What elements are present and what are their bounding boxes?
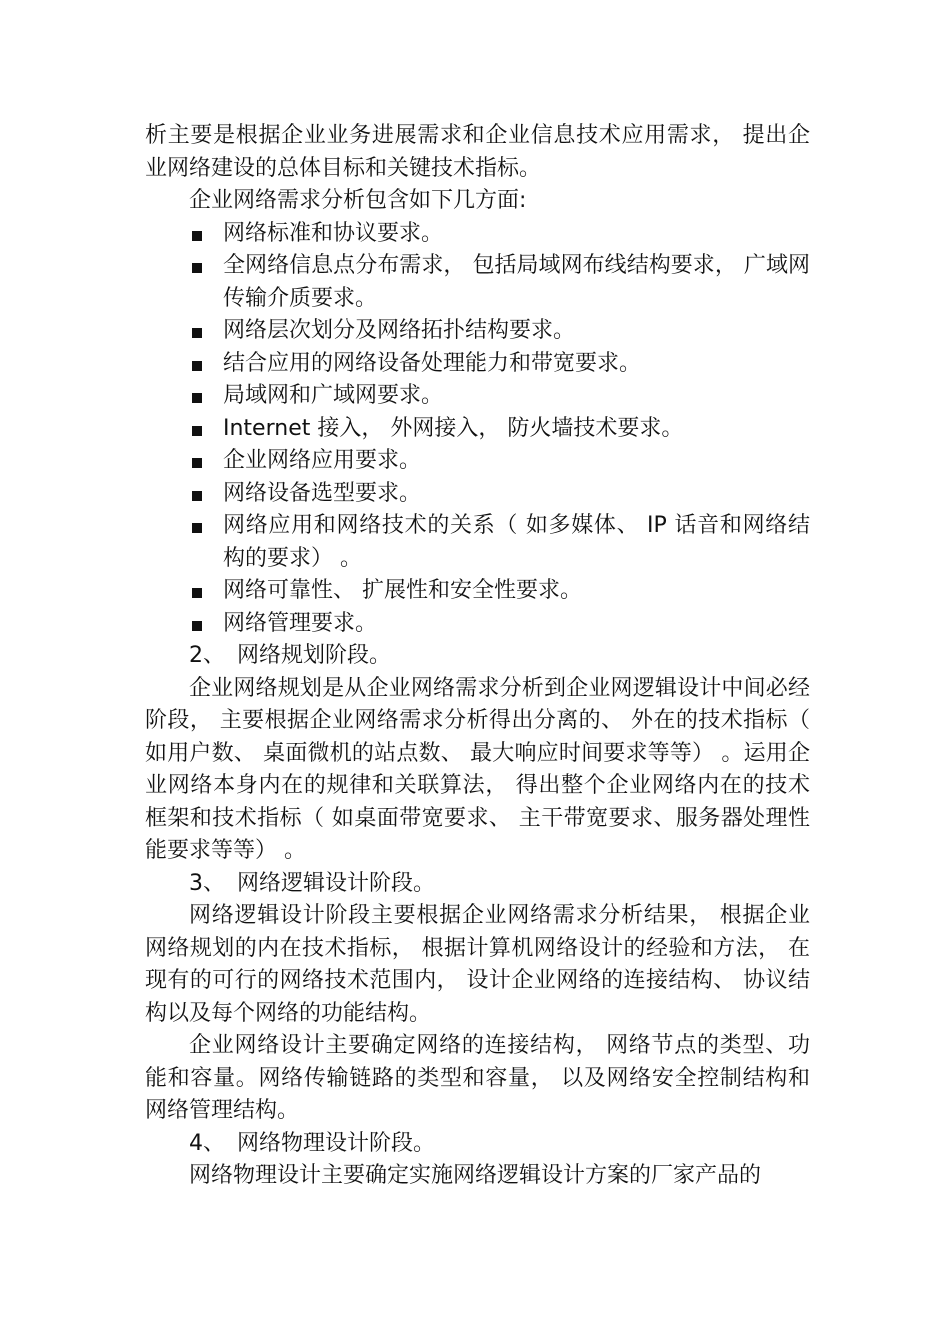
list-item xyxy=(145,413,810,446)
list-item-text: 网络管理要求。 xyxy=(223,610,378,636)
square-bullet-icon xyxy=(192,393,202,403)
list-item xyxy=(145,218,810,251)
square-bullet-icon xyxy=(192,231,202,241)
square-bullet-icon xyxy=(192,361,202,371)
list-item-text: 全网络信息点分布需求， 包括局域网布线结构要求， 广域网传输介质要求。 xyxy=(223,253,810,311)
section-heading-2 xyxy=(145,640,810,673)
list-item xyxy=(145,348,810,381)
list-item xyxy=(145,380,810,413)
section-title: 网络逻辑设计阶段。 xyxy=(237,870,436,896)
square-bullet-icon xyxy=(192,491,202,501)
list-item-text: Internet 接入， 外网接入， 防火墙技术要求。 xyxy=(223,415,684,441)
paragraph-list-intro: 企业网络需求分析包含如下几方面: xyxy=(189,188,527,213)
square-bullet-icon xyxy=(192,263,202,273)
section-number: 2、 xyxy=(189,643,225,668)
square-bullet-icon xyxy=(192,426,202,436)
list-item-text: 局域网和广域网要求。 xyxy=(223,383,444,408)
section-heading-3 xyxy=(145,868,810,901)
list-item xyxy=(145,608,810,641)
square-bullet-icon xyxy=(192,588,202,598)
list-item xyxy=(145,478,810,511)
paragraph-logic-structure: 企业网络设计主要确定网络的连接结构， 网络节点的类型、功能和容量。网络传输链路的类型和容量， 以及网络安全控制结构和网络管理结构。 xyxy=(145,1033,810,1123)
square-bullet-icon xyxy=(192,523,202,533)
list-item-text: 网络层次划分及网络拓扑结构要求。 xyxy=(223,318,576,343)
section-number: 3、 xyxy=(189,870,225,896)
paragraph-physical-design: 网络物理设计主要确定实施网络逻辑设计方案的厂家产品的 xyxy=(189,1163,762,1188)
list-item xyxy=(145,445,810,478)
list-item xyxy=(145,250,810,315)
list-item-text: 网络应用和网络技术的关系（ 如多媒体、 IP 话音和网络结构的要求） 。 xyxy=(223,513,810,571)
list-item xyxy=(145,510,810,575)
list-item-text: 网络标准和协议要求。 xyxy=(223,220,444,246)
square-bullet-icon xyxy=(192,621,202,631)
square-bullet-icon xyxy=(192,458,202,468)
list-item-text: 网络设备选型要求。 xyxy=(223,480,422,506)
section-title: 网络规划阶段。 xyxy=(237,643,392,668)
document-page xyxy=(145,120,810,1193)
list-item-text: 结合应用的网络设备处理能力和带宽要求。 xyxy=(223,350,642,376)
section-number: 4、 xyxy=(189,1130,225,1156)
paragraph-logic-design: 网络逻辑设计阶段主要根据企业网络需求分析结果， 根据企业网络规划的内在技术指标， 根据计算机网络设计的经验和方法， 在现有的可行的网络技术范围内， 设计企业网络的连接结构、 协议结构以及每个网络的功能结构。 xyxy=(145,903,810,1026)
list-item xyxy=(145,575,810,608)
list-item-text: 企业网络应用要求。 xyxy=(223,448,422,473)
paragraph-intro: 析主要是根据企业业务进展需求和企业信息技术应用需求， 提出企业网络建设的总体目标和关键技术指标。 xyxy=(145,123,810,181)
square-bullet-icon xyxy=(192,328,202,338)
section-heading-4 xyxy=(145,1128,810,1161)
paragraph-planning: 企业网络规划是从企业网络需求分析到企业网逻辑设计中间必经阶段， 主要根据企业网络需求分析得出分离的、 外在的技术指标（ 如用户数、 桌面微机的站点数、 最大响应时间要求等等） 。运用企业网络本身内在的规律和关联算法， 得出整个企业网络内在的技术框架和技术指标（ 如桌面带宽要求、 主干带宽要求、服务器处理性能要求等等） 。 xyxy=(145,675,810,863)
list-item-text: 网络可靠性、 扩展性和安全性要求。 xyxy=(223,578,582,603)
requirements-list xyxy=(145,218,810,641)
list-item xyxy=(145,315,810,348)
section-title: 网络物理设计阶段。 xyxy=(237,1130,436,1156)
